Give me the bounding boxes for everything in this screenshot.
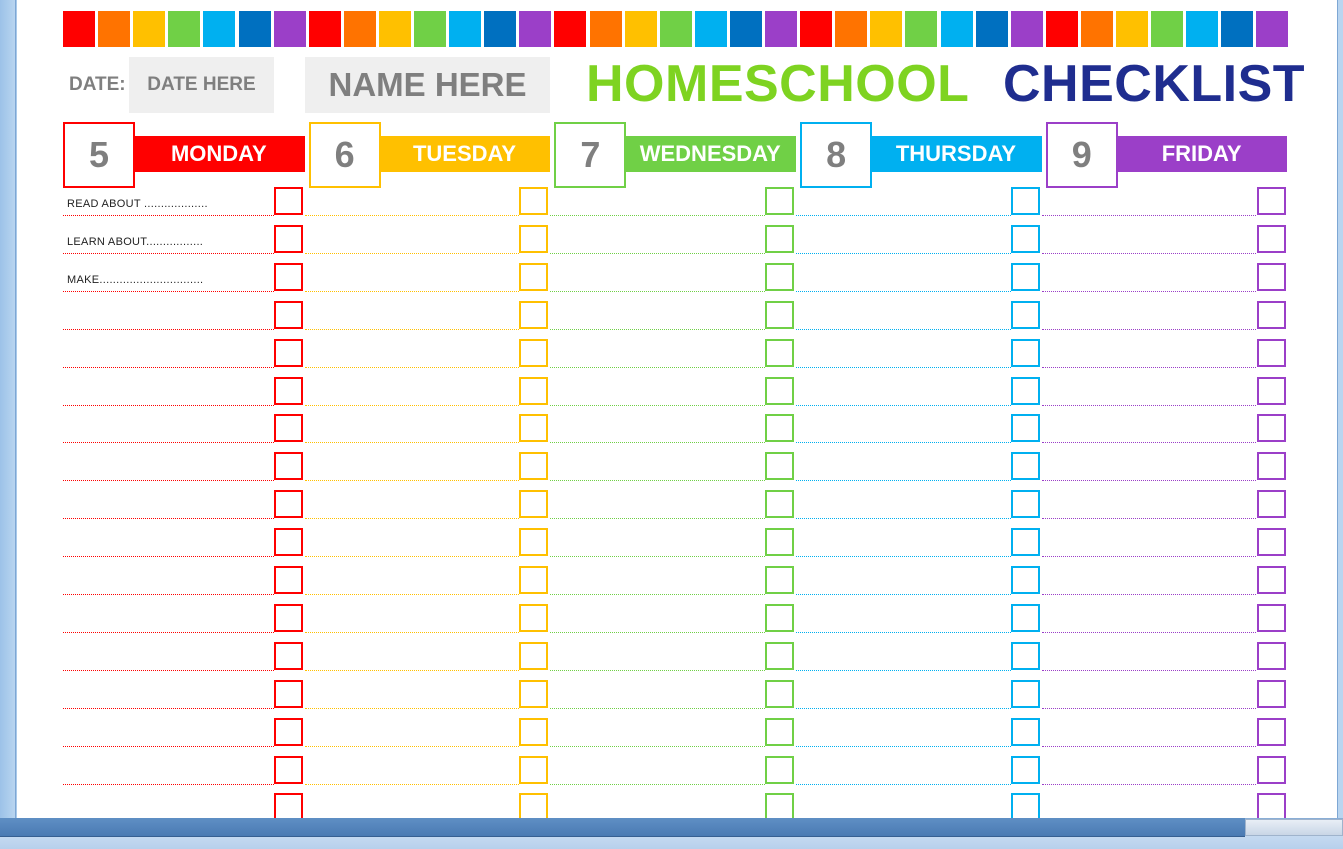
checklist-line [63,480,274,481]
checkbox-tuesday[interactable] [519,301,548,329]
checklist-line [550,746,765,747]
checklist-line [1042,632,1257,633]
checkbox-thursday[interactable] [1011,604,1040,632]
checklist-line [1042,291,1257,292]
checklist-line [1042,215,1257,216]
checklist-line [550,708,765,709]
checklist-line [1042,442,1257,443]
checkbox-thursday[interactable] [1011,756,1040,784]
rainbow-square [905,11,937,47]
checkbox-friday[interactable] [1257,756,1286,784]
checkbox-friday[interactable] [1257,604,1286,632]
rainbow-square [484,11,516,47]
rainbow-square [870,11,902,47]
day-number-friday: 9 [1046,122,1118,188]
checkbox-wednesday[interactable] [765,452,794,480]
checklist-line [63,405,274,406]
checkbox-thursday[interactable] [1011,339,1040,367]
date-field[interactable]: DATE HERE [129,57,274,113]
checklist-line [550,367,765,368]
checkbox-wednesday[interactable] [765,528,794,556]
checklist-line [305,518,520,519]
rainbow-square [379,11,411,47]
checklist-line [550,291,765,292]
rainbow-square [1011,11,1043,47]
horizontal-scrollbar-track[interactable] [0,818,1245,837]
checklist-line [550,556,765,557]
checkbox-monday[interactable] [274,377,303,405]
rainbow-square [309,11,341,47]
checklist-line [550,784,765,785]
checkbox-monday[interactable] [274,339,303,367]
checkbox-tuesday[interactable] [519,452,548,480]
checklist-line [305,746,520,747]
checkbox-thursday[interactable] [1011,680,1040,708]
checkbox-friday[interactable] [1257,566,1286,594]
checklist-line [1042,253,1257,254]
checkbox-monday[interactable] [274,301,303,329]
checkbox-monday[interactable] [274,642,303,670]
checkbox-thursday[interactable] [1011,187,1040,215]
day-header-thursday: THURSDAY [870,136,1042,172]
checkbox-wednesday[interactable] [765,301,794,329]
rainbow-square [765,11,797,47]
checklist-line [305,708,520,709]
checklist-line [63,594,274,595]
checklist-line [63,253,274,254]
rainbow-square [1151,11,1183,47]
rainbow-square [976,11,1008,47]
checkbox-friday[interactable] [1257,490,1286,518]
checklist-line [796,253,1011,254]
checkbox-monday[interactable] [274,680,303,708]
checkbox-wednesday[interactable] [765,187,794,215]
checkbox-wednesday[interactable] [765,377,794,405]
checklist-line [63,291,274,292]
checkbox-tuesday[interactable] [519,339,548,367]
checklist-line [796,215,1011,216]
checkbox-friday[interactable] [1257,528,1286,556]
title-homeschool: HOMESCHOOL [586,55,970,113]
checklist-line [796,367,1011,368]
rainbow-square [63,11,95,47]
rainbow-square [625,11,657,47]
day-number-wednesday: 7 [554,122,626,188]
checklist-line [1042,480,1257,481]
checklist-line [550,442,765,443]
checklist-line [796,291,1011,292]
checklist-line [796,784,1011,785]
rainbow-square [133,11,165,47]
checklist-line [305,784,520,785]
checklist-line [305,215,520,216]
checkbox-monday[interactable] [274,225,303,253]
checklist-line [305,556,520,557]
checklist-line [550,329,765,330]
horizontal-scrollbar-thumb[interactable] [1245,819,1343,836]
checklist-line [305,329,520,330]
rainbow-square [98,11,130,47]
window-right-border [1337,0,1343,818]
checklist-line [796,746,1011,747]
checklist-line [63,329,274,330]
checklist-line [305,632,520,633]
checkbox-thursday[interactable] [1011,490,1040,518]
checklist-line [796,518,1011,519]
checklist-line [305,442,520,443]
checklist-line [305,405,520,406]
task-label: READ ABOUT ................... [67,198,208,210]
rainbow-square [449,11,481,47]
name-field[interactable]: NAME HERE [305,57,550,113]
checklist-line [1042,518,1257,519]
checklist-line [1042,784,1257,785]
rainbow-square [168,11,200,47]
rainbow-square [554,11,586,47]
document-sheet [17,0,1337,818]
checkbox-monday[interactable] [274,452,303,480]
checkbox-thursday[interactable] [1011,452,1040,480]
checkbox-friday[interactable] [1257,301,1286,329]
rainbow-square [274,11,306,47]
checklist-line [63,670,274,671]
day-header-tuesday: TUESDAY [379,136,551,172]
day-header-friday: FRIDAY [1116,136,1288,172]
checklist-line [305,594,520,595]
checklist-line [550,405,765,406]
checklist-line [305,480,520,481]
checkbox-tuesday[interactable] [519,566,548,594]
checklist-line [1042,594,1257,595]
checklist-line [305,253,520,254]
rainbow-square [730,11,762,47]
checkbox-tuesday[interactable] [519,718,548,746]
checkbox-monday[interactable] [274,566,303,594]
checklist-line [550,518,765,519]
checklist-line [796,632,1011,633]
checklist-line [1042,556,1257,557]
checklist-line [1042,367,1257,368]
checklist-line [1042,329,1257,330]
checklist-line [550,632,765,633]
checkbox-friday[interactable] [1257,377,1286,405]
checklist-line [796,670,1011,671]
rainbow-square [590,11,622,47]
checkbox-thursday[interactable] [1011,225,1040,253]
checklist-line [550,670,765,671]
checklist-line [796,442,1011,443]
checkbox-friday[interactable] [1257,680,1286,708]
rainbow-square [1116,11,1148,47]
checkbox-thursday[interactable] [1011,528,1040,556]
checkbox-wednesday[interactable] [765,756,794,784]
checkbox-tuesday[interactable] [519,756,548,784]
checklist-line [305,367,520,368]
checklist-line [1042,708,1257,709]
checklist-line [796,708,1011,709]
checklist-line [550,594,765,595]
checkbox-monday[interactable] [274,756,303,784]
rainbow-square [800,11,832,47]
rainbow-square [835,11,867,47]
checkbox-wednesday[interactable] [765,225,794,253]
checklist-line [305,670,520,671]
checklist-line [796,594,1011,595]
day-number-thursday: 8 [800,122,872,188]
checklist-line [796,405,1011,406]
checklist-line [550,215,765,216]
day-number-tuesday: 6 [309,122,381,188]
checkbox-monday[interactable] [274,187,303,215]
checkbox-thursday[interactable] [1011,718,1040,746]
checkbox-thursday[interactable] [1011,566,1040,594]
checklist-line [63,556,274,557]
checklist-line [1042,670,1257,671]
checkbox-tuesday[interactable] [519,642,548,670]
checkbox-monday[interactable] [274,263,303,291]
checkbox-monday[interactable] [274,490,303,518]
checkbox-monday[interactable] [274,528,303,556]
checkbox-monday[interactable] [274,718,303,746]
checkbox-wednesday[interactable] [765,680,794,708]
checkbox-wednesday[interactable] [765,263,794,291]
rainbow-square [203,11,235,47]
checklist-line [1042,746,1257,747]
checkbox-friday[interactable] [1257,263,1286,291]
checklist-line [63,632,274,633]
checkbox-wednesday[interactable] [765,566,794,594]
rainbow-square [519,11,551,47]
checkbox-wednesday[interactable] [765,414,794,442]
checklist-line [305,291,520,292]
checkbox-friday[interactable] [1257,718,1286,746]
checklist-line [796,556,1011,557]
checkbox-friday[interactable] [1257,414,1286,442]
checklist-line [63,367,274,368]
checkbox-monday[interactable] [274,604,303,632]
day-header-monday: MONDAY [133,136,305,172]
checklist-line [63,215,274,216]
checkbox-tuesday[interactable] [519,263,548,291]
checkbox-wednesday[interactable] [765,604,794,632]
checklist-line [63,708,274,709]
checkbox-tuesday[interactable] [519,680,548,708]
checkbox-tuesday[interactable] [519,414,548,442]
checkbox-friday[interactable] [1257,339,1286,367]
rainbow-square [660,11,692,47]
checklist-line [550,480,765,481]
date-label: DATE: [69,74,126,95]
checkbox-thursday[interactable] [1011,414,1040,442]
task-label: LEARN ABOUT................. [67,235,204,248]
checklist-line [796,329,1011,330]
checkbox-thursday[interactable] [1011,263,1040,291]
checklist-line [796,480,1011,481]
rainbow-square [1081,11,1113,47]
rainbow-square [695,11,727,47]
checkbox-friday[interactable] [1257,187,1286,215]
rainbow-square [414,11,446,47]
checkbox-friday[interactable] [1257,452,1286,480]
window-left-border [0,0,16,818]
rainbow-square [1186,11,1218,47]
checkbox-tuesday[interactable] [519,490,548,518]
rainbow-square [239,11,271,47]
checklist-line [63,746,274,747]
rainbow-square [1221,11,1253,47]
checkbox-wednesday[interactable] [765,490,794,518]
checkbox-friday[interactable] [1257,642,1286,670]
day-header-wednesday: WEDNESDAY [624,136,796,172]
task-label: MAKE............................... [67,273,204,286]
checklist-line [63,784,274,785]
checkbox-tuesday[interactable] [519,187,548,215]
checkbox-tuesday[interactable] [519,528,548,556]
checkbox-tuesday[interactable] [519,225,548,253]
checklist-line [63,518,274,519]
checkbox-monday[interactable] [274,414,303,442]
checkbox-thursday[interactable] [1011,301,1040,329]
rainbow-square [1046,11,1078,47]
checkbox-wednesday[interactable] [765,642,794,670]
checkbox-wednesday[interactable] [765,718,794,746]
checklist-line [550,253,765,254]
rainbow-square [1256,11,1288,47]
checkbox-thursday[interactable] [1011,377,1040,405]
checklist-line [1042,405,1257,406]
rainbow-square [941,11,973,47]
title-checklist: CHECKLIST [1003,55,1306,113]
checkbox-wednesday[interactable] [765,339,794,367]
checklist-line [63,442,274,443]
checkbox-friday[interactable] [1257,225,1286,253]
checkbox-tuesday[interactable] [519,604,548,632]
checkbox-thursday[interactable] [1011,642,1040,670]
checkbox-tuesday[interactable] [519,377,548,405]
day-number-monday: 5 [63,122,135,188]
rainbow-square [344,11,376,47]
